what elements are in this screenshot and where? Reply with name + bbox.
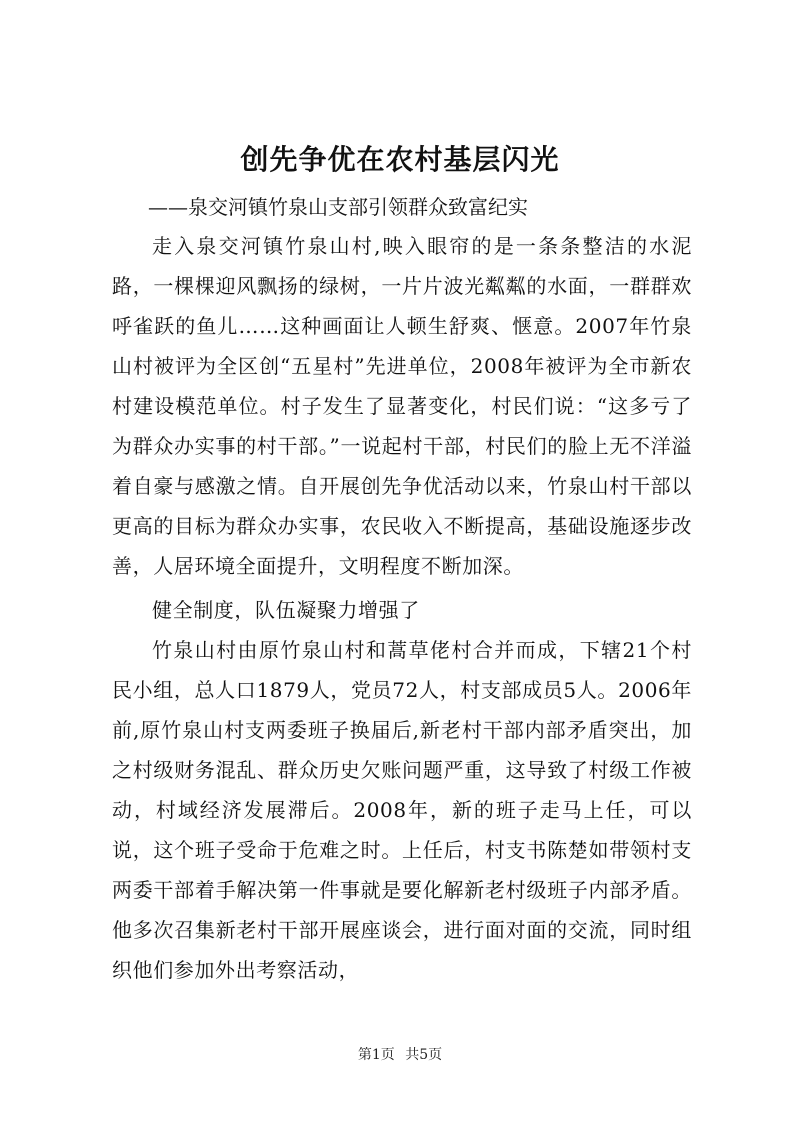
paragraph-intro: 走入泉交河镇竹泉山村,映入眼帘的是一条条整洁的水泥路，一棵棵迎风飘扬的绿树，一片片波光粼粼的水面，一群群欢呼雀跃的鱼儿……这种画面让人顿生舒爽、惬意。2007年竹泉山村被评为全区创“五星村”先进单位，2008年被评为全市新农村建设模范单位。村子发生了显著变化，村民们说：“这多亏了为群众办实事的村干部。”一说起村干部，村民们的脸上无不洋溢着自豪与感激之情。自开展创先争优活动以来，竹泉山村干部以更高的目标为群众办实事，农民收入不断提高，基础设施逐步改善，人居环境全面提升，文明程度不断加深。 — [112, 234, 692, 578]
paragraph-body: 竹泉山村由原竹泉山村和蒿草佬村合并而成，下辖21个村民小组，总人口1879人，党员72人，村支部成员5人。2006年前,原竹泉山村支两委班子换届后,新老村干部内部矛盾突出，加之村级财务混乱、群众历史欠账问题严重，这导致了村级工作被动，村域经济发展滞后。2008年，新的班子走马上任，可以说，这个班子受命于危难之时。上任后，村支书陈楚如带领村支两委干部着手解决第一件事就是要化解新老村级班子内部矛盾。他多次召集新老村干部开展座谈会，进行面对面的交流，同时组织他们参加外出考察活动， — [112, 638, 692, 982]
section-heading: 健全制度，队伍凝聚力增强了 — [152, 598, 420, 622]
document-subtitle: ——泉交河镇竹泉山支部引领群众致富纪实 — [148, 195, 528, 219]
page-total: 共5页 — [405, 1047, 443, 1063]
page-footer — [0, 1045, 800, 1065]
document-title: 创先争优在农村基层闪光 — [240, 143, 560, 176]
page-number: 第1页 — [357, 1047, 395, 1063]
